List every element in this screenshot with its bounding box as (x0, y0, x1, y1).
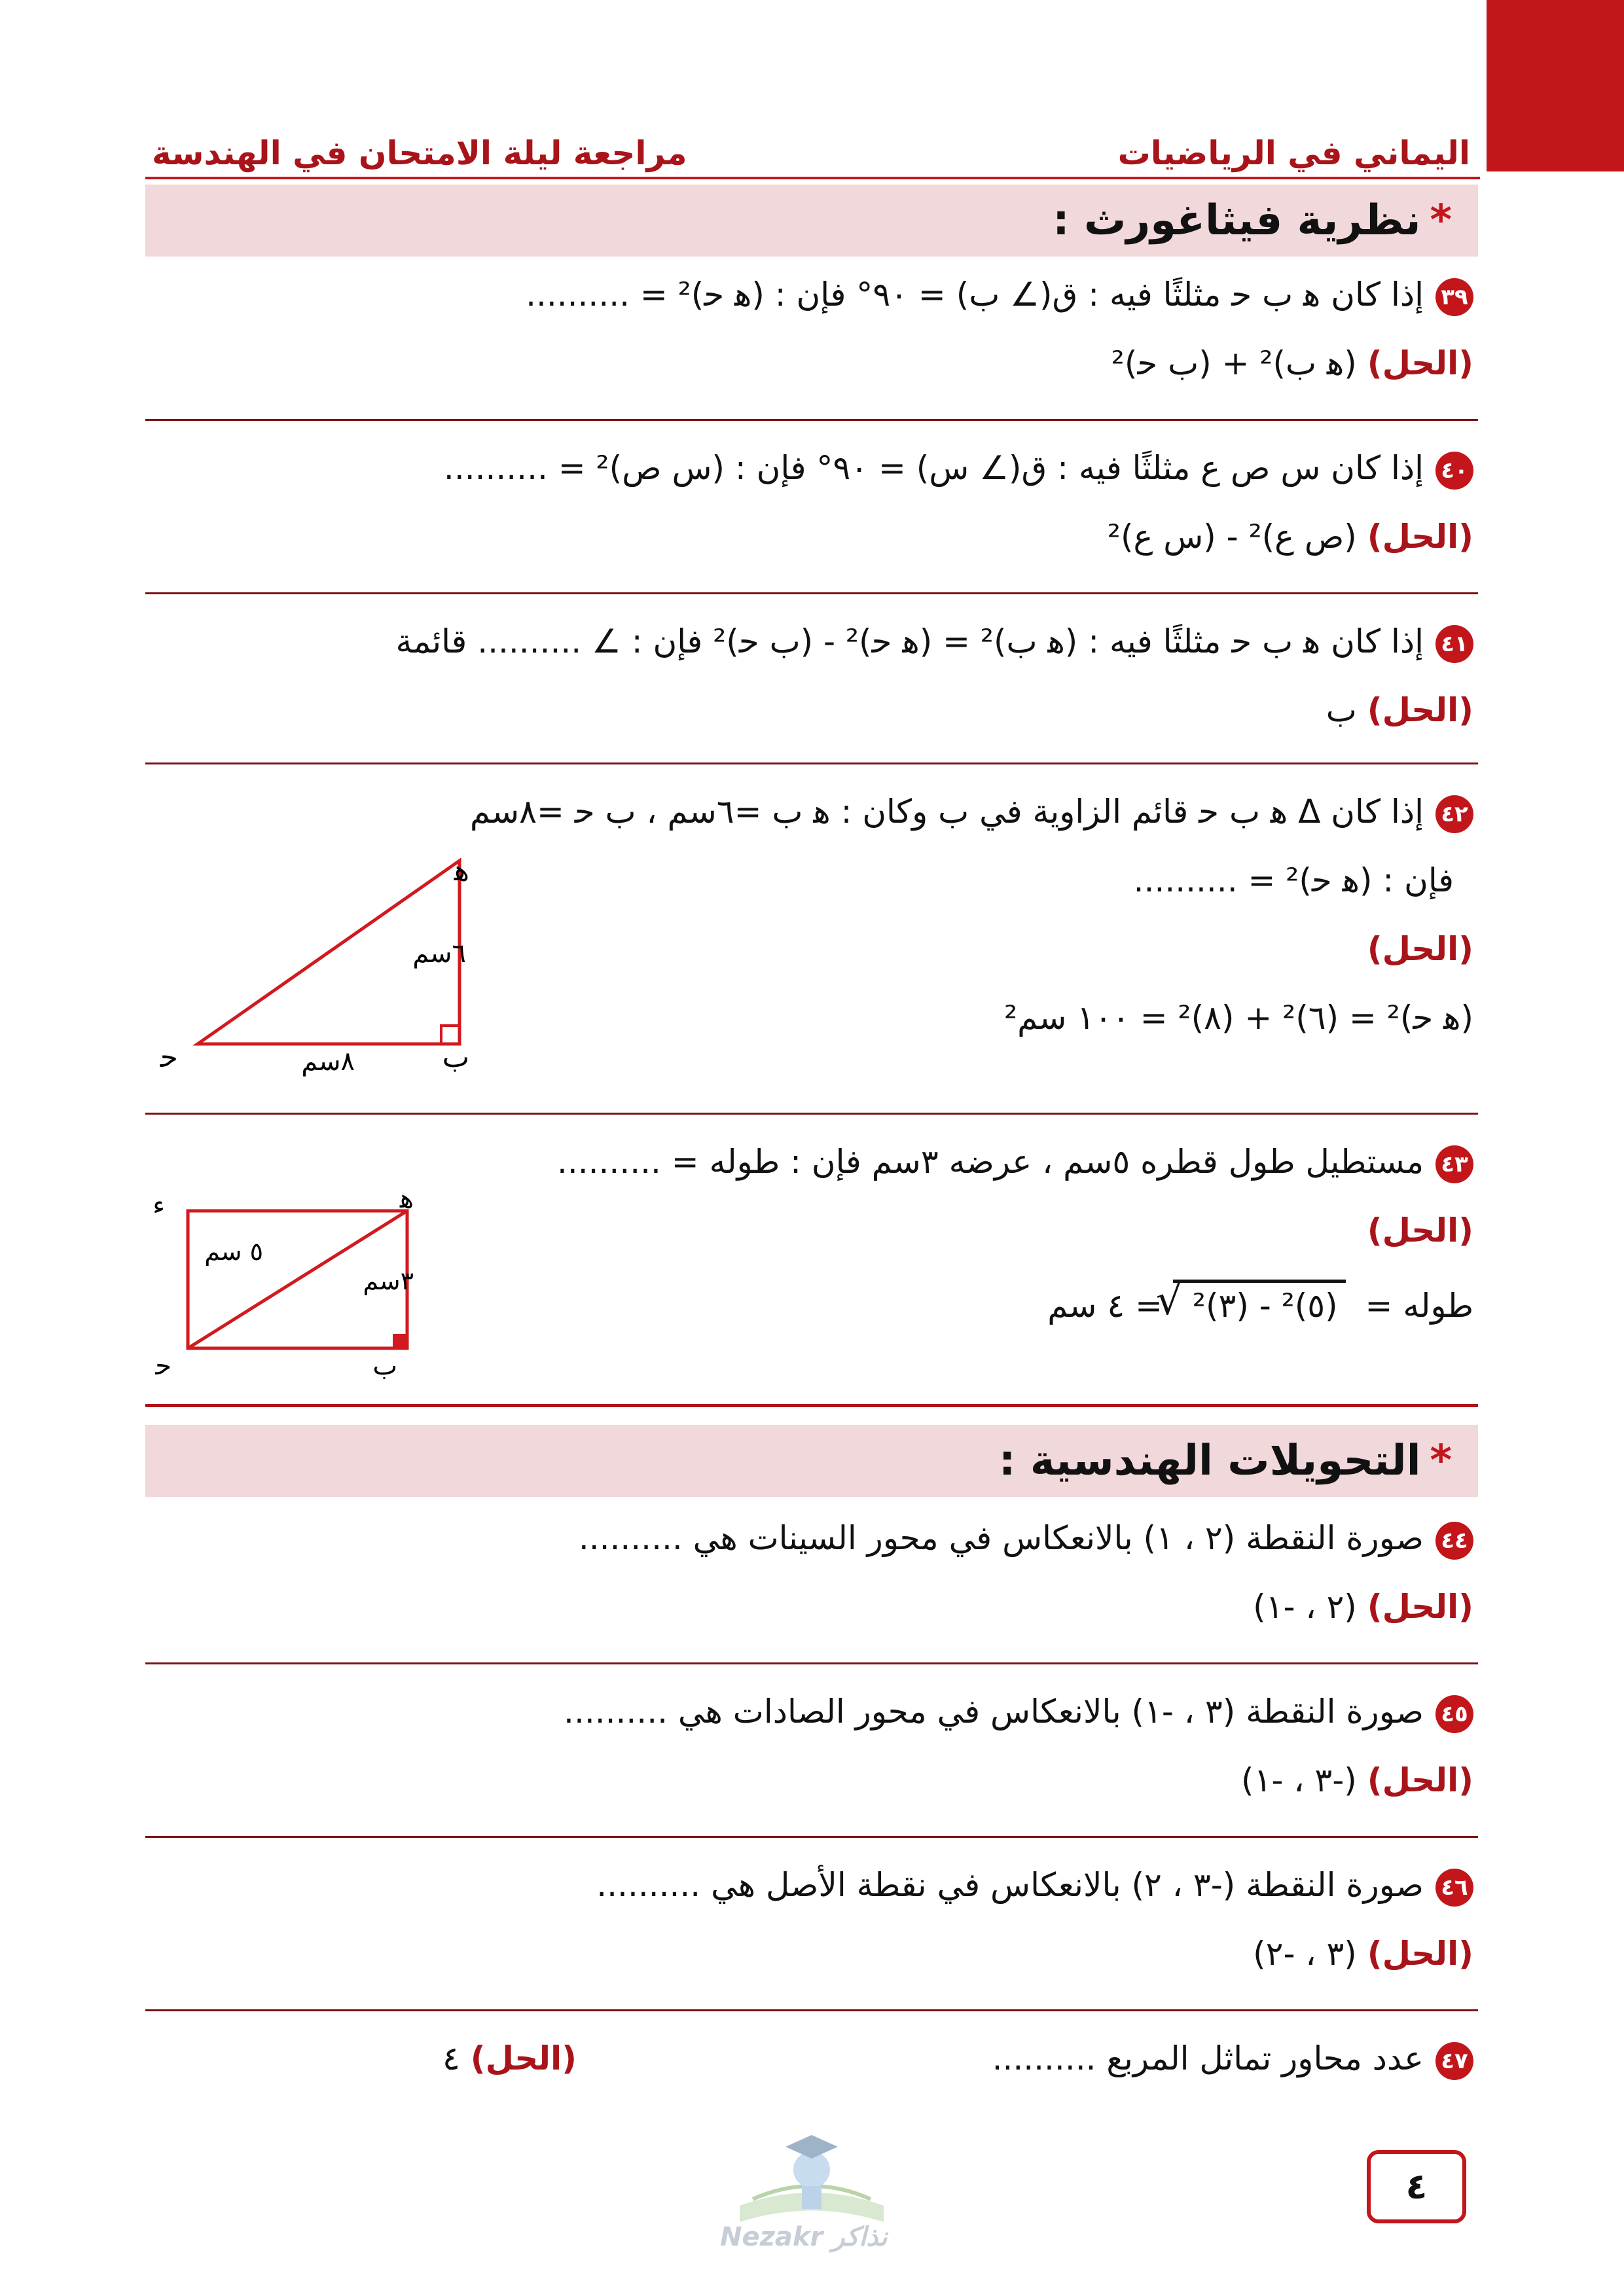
answer-45 (145, 1757, 1473, 1803)
question-text: صورة النقطة (-٣ ، ٢) بالانعكاس في نقطة الأصل هي .......... (596, 1866, 1424, 1904)
answer-label: (الحل) (1367, 1935, 1473, 1973)
answer-text: ٤ (442, 2039, 460, 2077)
section-transformations (145, 1425, 1478, 1497)
question-number: ٤٣ (1435, 1145, 1473, 1183)
answer-text: (٢ ، -١) (1253, 1588, 1357, 1626)
question-number: ٤٠ (1435, 452, 1473, 490)
vertex-a-label: ﻫ (399, 1185, 414, 1214)
question-text: صورة النقطة (٢ ، ١) بالانعكاس في محور السينات هي .......... (578, 1519, 1424, 1557)
section-title: نظرية فيثاغورث : (1053, 196, 1421, 245)
question-text: إذا كان س ص ع مثلثًا فيه : ق(∠ س) = ٩٠° فإن : (س ص)² = .......... (443, 449, 1424, 487)
side-label: ٣سم (363, 1266, 414, 1295)
question-number: ٤٤ (1435, 1522, 1473, 1560)
section-star: * (1430, 196, 1452, 245)
radicand: (٥)² - (٣)² (1192, 1287, 1338, 1325)
answer-label: (الحل) (1367, 518, 1473, 556)
answer-44 (145, 1584, 1473, 1630)
question-text: إذا كان ﻫ ب ﺣ مثلثًا فيه : (ﻫ ب)² = (ﻫ ﺣ)² - (ب ﺣ)² فإن : ∠ .......... قائمة (395, 622, 1424, 660)
radical-sign: √ (1155, 1276, 1183, 1325)
rectangle-figure (145, 1185, 486, 1381)
header-rule (145, 177, 1480, 179)
diagonal-label: ٥ سم (204, 1237, 263, 1266)
answer-39 (145, 340, 1473, 386)
vertex-b-label: ب (372, 1351, 397, 1381)
question-number: ٤٧ (1435, 2042, 1473, 2080)
question-number: ٤٦ (1435, 1869, 1473, 1907)
separator (145, 419, 1478, 421)
question-number: ٤١ (1435, 625, 1473, 663)
question-text: إذا كان ﻫ ب ﺣ مثلثًا فيه : ق(∠ ب) = ٩٠° فإن : (ﻫ ﺣ)² = .......... (526, 276, 1424, 314)
question-text-2: فإن : (ﻫ ﺣ)² = .......... (1133, 861, 1454, 899)
watermark-text: Nezakr نذاكر (720, 2222, 888, 2252)
question-text: إذا كان Δ ﻫ ب ﺣ قائم الزاوية في ب وكان : ﻫ ب =٦سم ، ب ﺣ =٨سم (469, 793, 1424, 831)
answer-label: (الحل) (1367, 930, 1473, 968)
answer-text: (ﻫ ﺣ)² = (٦)² + (٨)² = ١٠٠ سم² (1004, 999, 1473, 1037)
header-left-title: مراجعة ليلة الامتحان في الهندسة (152, 134, 687, 172)
separator (145, 762, 1478, 764)
vertex-c-label: ﺣ (160, 1041, 178, 1074)
section-title: التحويلات الهندسية : (998, 1437, 1421, 1485)
question-number: ٤٥ (1435, 1695, 1473, 1733)
separator (145, 1113, 1478, 1115)
question-39 (145, 272, 1473, 317)
side-ab-label: ٦سم (412, 939, 466, 969)
answer-label: (الحل) (1367, 691, 1473, 729)
corner-tab (1487, 0, 1624, 171)
question-45 (145, 1689, 1473, 1734)
answer-text: (ص ع)² - (س ع)² (1107, 518, 1357, 556)
question-41 (145, 619, 1473, 664)
question-40 (145, 445, 1473, 491)
question-text: مستطيل طول قطره ٥سم ، عرضه ٣سم فإن : طوله = .......... (556, 1143, 1424, 1181)
separator (145, 2009, 1478, 2011)
answer-label: (الحل) (470, 2039, 577, 2077)
side-bc-label: ٨سم (301, 1047, 355, 1077)
separator (145, 1836, 1478, 1838)
page-number: ٤ (1367, 2150, 1466, 2223)
answer-label: (الحل) (1367, 344, 1473, 382)
question-46 (145, 1862, 1473, 1908)
answer-46 (145, 1931, 1473, 1977)
answer-suffix: = ٤ سم (1047, 1287, 1163, 1325)
section-pythagoras (145, 185, 1478, 257)
question-44 (145, 1515, 1473, 1561)
question-number: ٣٩ (1435, 278, 1473, 316)
answer-text: (ﻫ ب)² + (ب ﺣ)² (1111, 344, 1357, 382)
answer-label: (الحل) (1367, 1761, 1473, 1799)
question-text: صورة النقطة (٣ ، -١) بالانعكاس في محور الصادات هي .......... (564, 1693, 1424, 1731)
answer-label: (الحل) (1367, 1588, 1473, 1626)
section-star: * (1430, 1437, 1452, 1485)
vertex-c-label: ﺣ (155, 1351, 171, 1381)
header-right-title: اليماني في الرياضيات (1117, 134, 1470, 172)
separator (145, 592, 1478, 594)
question-text: عدد محاور تماثل المربع .......... (992, 2039, 1424, 2077)
answer-text: (-٣ ، -١) (1241, 1761, 1357, 1799)
answer-prefix: طوله = (1365, 1287, 1473, 1325)
answer-text: ب (1326, 691, 1357, 729)
answer-47 (196, 2036, 577, 2081)
answer-41 (145, 687, 1473, 733)
question-number: ٤٢ (1435, 795, 1473, 833)
question-43 (145, 1139, 1473, 1185)
square-root (1155, 1276, 1346, 1329)
vertex-b-label: ب (442, 1041, 469, 1074)
answer-40 (145, 514, 1473, 560)
vertex-d-label: ء (153, 1191, 165, 1221)
question-42 (145, 789, 1473, 834)
separator (145, 1404, 1478, 1407)
right-triangle-figure (145, 844, 551, 1086)
answer-label: (الحل) (1367, 1211, 1473, 1249)
answer-text: (٣ ، -٢) (1253, 1935, 1357, 1973)
separator (145, 1662, 1478, 1664)
vertex-a-label: ﻫ (454, 854, 469, 888)
